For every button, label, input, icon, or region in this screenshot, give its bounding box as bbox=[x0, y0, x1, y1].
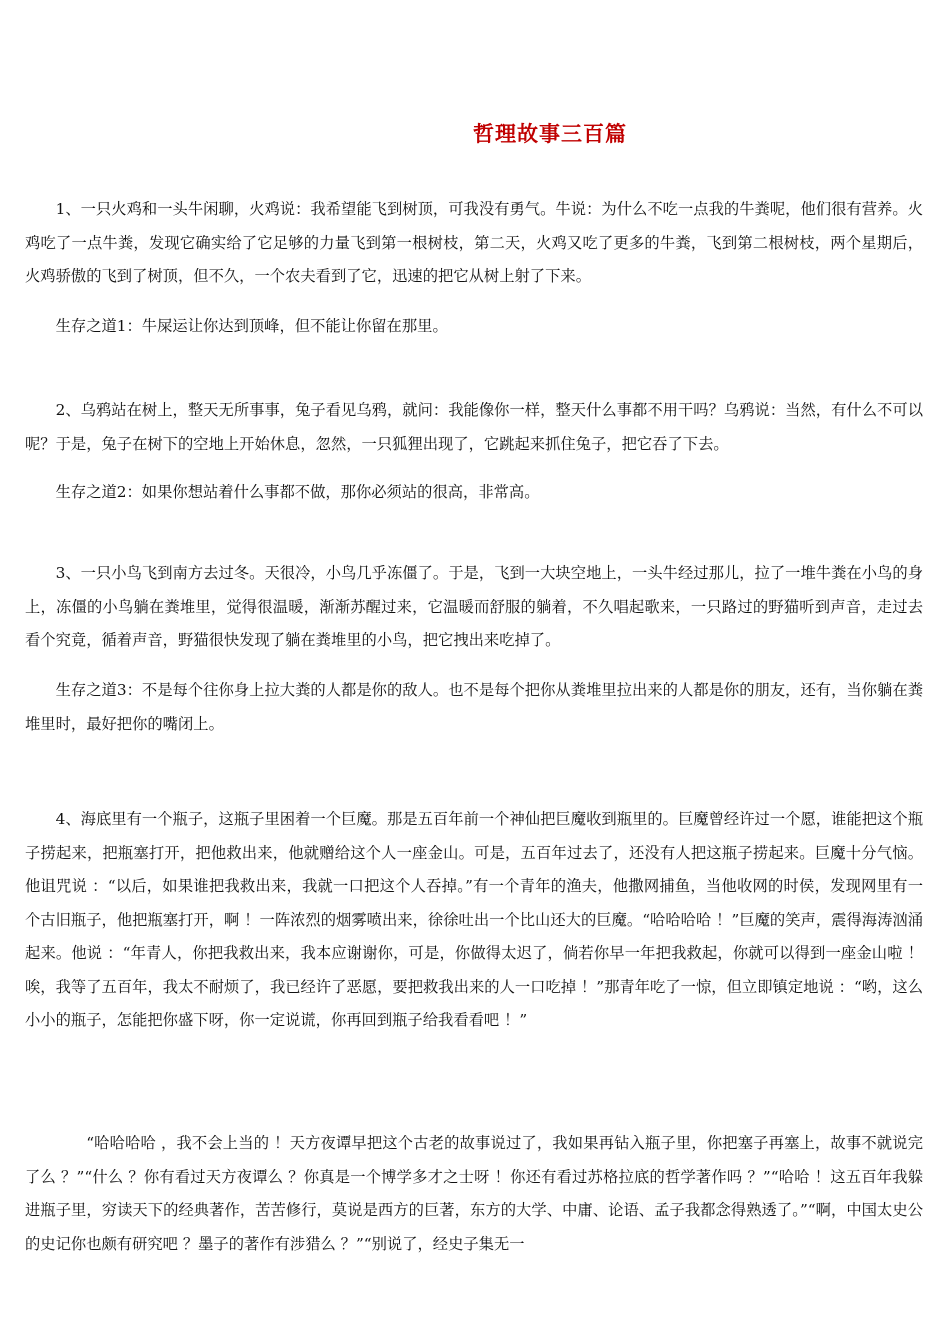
survival-rule-3: 生存之道3：不是每个往你身上拉大粪的人都是你的敌人。也不是每个把你从粪堆里拉出来的人都是你的朋友，还有，当你躺在粪堆里时，最好把你的嘴闭上。 bbox=[25, 681, 923, 733]
story-4-continuation: “哈哈哈哈 ，我不会上当的 ！天方夜谭早把这个古老的故事说过了，我如果再钻入瓶子里，你把塞子再塞上，故事不就说完了么 ？”“什么 ？你有看过天方夜谭么 ？你真是一个博学多才之士呀 ！你还有看过苏格拉底的哲学著作吗 ？”“哈哈 ！这五百年我躲进瓶子里，穷读天下的经典著作，苦苦修行，莫说是西方的巨著，东方的大学、中庸、论语、孟子我都念得熟透了。”“啊，中国太史公的史记你也颇有研究吧 ？墨子的著作有涉猎么 ？”“别说了，经史子集无一 bbox=[25, 1134, 923, 1253]
document-title: 哲理故事三百篇 bbox=[473, 121, 627, 146]
story-2-paragraph: 2、乌鸦站在树上，整天无所事事，兔子看见乌鸦，就问：我能像你一样，整天什么事都不用干吗？乌鸦说：当然，有什么不可以呢？于是，兔子在树下的空地上开始休息，忽然，一只狐狸出现了，它跳起来抓住兔子，把它吞了下去。 bbox=[25, 401, 923, 453]
story-1-paragraph: 1、一只火鸡和一头牛闲聊，火鸡说：我希望能飞到树顶，可我没有勇气。牛说：为什么不吃一点我的牛粪呢，他们很有营养。火鸡吃了一点牛粪，发现它确实给了它足够的力量飞到第一根树枝，第二天，火鸡又吃了更多的牛粪，飞到第二根树枝，两个星期后，火鸡骄傲的飞到了树顶，但不久，一个农夫看到了它，迅速的把它从树上射了下来。 bbox=[25, 200, 923, 285]
story-3-paragraph: 3、一只小鸟飞到南方去过冬。天很冷，小鸟几乎冻僵了。于是，飞到一大块空地上，一头牛经过那儿，拉了一堆牛粪在小鸟的身上，冻僵的小鸟躺在粪堆里，觉得很温暖，渐渐苏醒过来，它温暖而舒服的躺着，不久唱起歌来，一只路过的野猫听到声音，走过去看个究竟，循着声音，野猫很快发现了躺在粪堆里的小鸟，把它拽出来吃掉了。 bbox=[25, 564, 923, 649]
survival-rule-1: 生存之道1：牛屎运让你达到顶峰，但不能让你留在那里。 bbox=[55, 317, 448, 335]
story-4-paragraph: 4、海底里有一个瓶子，这瓶子里困着一个巨魔。那是五百年前一个神仙把巨魔收到瓶里的。巨魔曾经许过一个愿，谁能把这个瓶子捞起来，把瓶塞打开，把他救出来，他就赠给这个人一座金山。可是，五百年过去了，还没有人把这瓶子捞起来。巨魔十分气恼。他诅咒说 ：“以后，如果谁把我救出来，我就一口把这个人吞掉。”有一个青年的渔夫，他撒网捕鱼，当他收网的时侯，发现网里有一个古旧瓶子，他把瓶塞打开，啊 ！一阵浓烈的烟雾喷出来，徐徐吐出一个比山还大的巨魔。“哈哈哈哈 ！”巨魔的笑声，震得海涛汹涌起来。他说 ：“年青人，你把我救出来，我本应谢谢你，可是，你做得太迟了，倘若你早一年把我救起，你就可以得到一座金山啦 ！唉，我等了五百年，我太不耐烦了，我已经许了恶愿，要把救我出来的人一口吃掉 ！”那青年吃了一惊，但立即镇定地说 ：“哟，这么小小的瓶子，怎能把你盛下呀，你一定说谎，你再回到瓶子给我看看吧 ！” bbox=[25, 810, 923, 1029]
survival-rule-2: 生存之道2：如果你想站着什么事都不做，那你必须站的很高，非常高。 bbox=[55, 483, 540, 501]
